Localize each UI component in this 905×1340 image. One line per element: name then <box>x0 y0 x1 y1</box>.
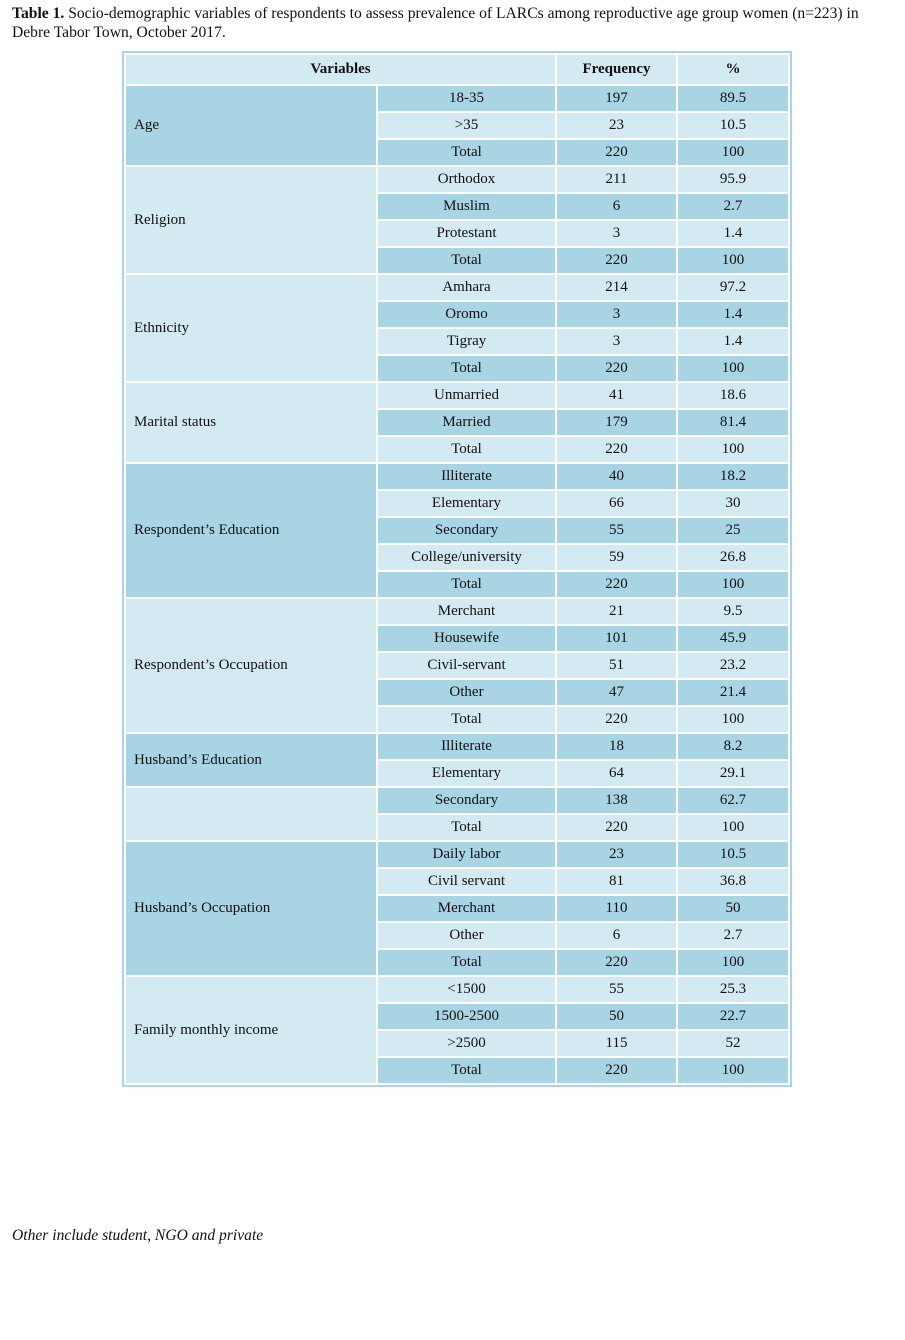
percent-cell: 52 <box>677 1030 789 1057</box>
frequency-cell: 110 <box>556 895 677 922</box>
variable-name-cell: Ethnicity <box>125 274 377 382</box>
frequency-cell: 50 <box>556 1003 677 1030</box>
percent-cell: 10.5 <box>677 841 789 868</box>
percent-cell: 1.4 <box>677 220 789 247</box>
frequency-cell: 81 <box>556 868 677 895</box>
frequency-cell: 220 <box>556 571 677 598</box>
socio-demographic-table <box>124 53 790 1085</box>
category-cell: Civil servant <box>377 868 556 895</box>
percent-cell: 2.7 <box>677 922 789 949</box>
percent-cell: 100 <box>677 706 789 733</box>
frequency-cell: 3 <box>556 220 677 247</box>
percent-cell: 45.9 <box>677 625 789 652</box>
category-cell: Total <box>377 706 556 733</box>
percent-cell: 18.2 <box>677 463 789 490</box>
percent-cell: 2.7 <box>677 193 789 220</box>
category-cell: Total <box>377 949 556 976</box>
percent-cell: 25.3 <box>677 976 789 1003</box>
percent-cell: 100 <box>677 814 789 841</box>
percent-cell: 1.4 <box>677 328 789 355</box>
frequency-cell: 220 <box>556 247 677 274</box>
frequency-cell: 64 <box>556 760 677 787</box>
category-cell: Total <box>377 571 556 598</box>
frequency-cell: 55 <box>556 976 677 1003</box>
category-cell: 1500-2500 <box>377 1003 556 1030</box>
frequency-cell: 214 <box>556 274 677 301</box>
frequency-cell: 21 <box>556 598 677 625</box>
frequency-cell: 51 <box>556 652 677 679</box>
frequency-cell: 3 <box>556 328 677 355</box>
frequency-cell: 6 <box>556 193 677 220</box>
variable-name-cell: Husband’s Education <box>125 733 377 787</box>
category-cell: Oromo <box>377 301 556 328</box>
frequency-cell: 41 <box>556 382 677 409</box>
percent-cell: 30 <box>677 490 789 517</box>
header-variables: Variables <box>125 54 556 85</box>
category-cell: Unmarried <box>377 382 556 409</box>
percent-cell: 18.6 <box>677 382 789 409</box>
header-frequency: Frequency <box>556 54 677 85</box>
table-row <box>125 85 789 112</box>
percent-cell: 8.2 <box>677 733 789 760</box>
category-cell: Orthodox <box>377 166 556 193</box>
category-cell: College/university <box>377 544 556 571</box>
category-cell: Illiterate <box>377 733 556 760</box>
percent-cell: 10.5 <box>677 112 789 139</box>
category-cell: Protestant <box>377 220 556 247</box>
percent-cell: 22.7 <box>677 1003 789 1030</box>
category-cell: >2500 <box>377 1030 556 1057</box>
frequency-cell: 220 <box>556 706 677 733</box>
percent-cell: 23.2 <box>677 652 789 679</box>
category-cell: Muslim <box>377 193 556 220</box>
percent-cell: 36.8 <box>677 868 789 895</box>
frequency-cell: 47 <box>556 679 677 706</box>
table-row <box>125 733 789 760</box>
variable-name-cell: Husband’s Occupation <box>125 841 377 976</box>
category-cell: Amhara <box>377 274 556 301</box>
table-label: Table 1. <box>12 5 65 22</box>
frequency-cell: 18 <box>556 733 677 760</box>
table-row <box>125 166 789 193</box>
percent-cell: 100 <box>677 139 789 166</box>
category-cell: Other <box>377 679 556 706</box>
category-cell: 18-35 <box>377 85 556 112</box>
percent-cell: 25 <box>677 517 789 544</box>
frequency-cell: 55 <box>556 517 677 544</box>
category-cell: Total <box>377 355 556 382</box>
frequency-cell: 23 <box>556 112 677 139</box>
percent-cell: 89.5 <box>677 85 789 112</box>
variable-name-cell: Respondent’s Occupation <box>125 598 377 733</box>
variable-name-cell: Marital status <box>125 382 377 463</box>
percent-cell: 100 <box>677 355 789 382</box>
variable-name-cell: Religion <box>125 166 377 274</box>
category-cell: Elementary <box>377 490 556 517</box>
frequency-cell: 66 <box>556 490 677 517</box>
frequency-cell: 211 <box>556 166 677 193</box>
category-cell: Daily labor <box>377 841 556 868</box>
category-cell: Secondary <box>377 787 556 814</box>
percent-cell: 62.7 <box>677 787 789 814</box>
percent-cell: 100 <box>677 949 789 976</box>
category-cell: Married <box>377 409 556 436</box>
header-percent: % <box>677 54 789 85</box>
footnote: Other include student, NGO and private <box>12 1227 264 1244</box>
category-cell: Elementary <box>377 760 556 787</box>
category-cell: Tigray <box>377 328 556 355</box>
category-cell: Illiterate <box>377 463 556 490</box>
category-cell: Total <box>377 1057 556 1084</box>
table-body <box>125 85 789 1084</box>
frequency-cell: 3 <box>556 301 677 328</box>
category-cell: Civil-servant <box>377 652 556 679</box>
category-cell: Total <box>377 814 556 841</box>
frequency-cell: 40 <box>556 463 677 490</box>
category-cell: Total <box>377 436 556 463</box>
category-cell: Secondary <box>377 517 556 544</box>
frequency-cell: 220 <box>556 436 677 463</box>
frequency-cell: 179 <box>556 409 677 436</box>
percent-cell: 100 <box>677 247 789 274</box>
frequency-cell: 59 <box>556 544 677 571</box>
table-row <box>125 841 789 868</box>
frequency-cell: 220 <box>556 949 677 976</box>
variable-name-cell: Age <box>125 85 377 166</box>
frequency-cell: 101 <box>556 625 677 652</box>
table-row <box>125 787 789 814</box>
table-caption <box>12 4 900 42</box>
frequency-cell: 220 <box>556 1057 677 1084</box>
category-cell: Housewife <box>377 625 556 652</box>
percent-cell: 100 <box>677 1057 789 1084</box>
frequency-cell: 23 <box>556 841 677 868</box>
category-cell: Merchant <box>377 598 556 625</box>
percent-cell: 100 <box>677 436 789 463</box>
percent-cell: 29.1 <box>677 760 789 787</box>
percent-cell: 100 <box>677 571 789 598</box>
table-row <box>125 463 789 490</box>
category-cell: >35 <box>377 112 556 139</box>
variable-name-cell <box>125 787 377 841</box>
percent-cell: 81.4 <box>677 409 789 436</box>
frequency-cell: 220 <box>556 139 677 166</box>
frequency-cell: 6 <box>556 922 677 949</box>
category-cell: Merchant <box>377 895 556 922</box>
table-row <box>125 598 789 625</box>
category-cell: Other <box>377 922 556 949</box>
category-cell: <1500 <box>377 976 556 1003</box>
percent-cell: 95.9 <box>677 166 789 193</box>
header-row <box>125 54 789 85</box>
percent-cell: 1.4 <box>677 301 789 328</box>
frequency-cell: 220 <box>556 355 677 382</box>
variable-name-cell: Respondent’s Education <box>125 463 377 598</box>
percent-cell: 97.2 <box>677 274 789 301</box>
frequency-cell: 138 <box>556 787 677 814</box>
table-row <box>125 382 789 409</box>
category-cell: Total <box>377 139 556 166</box>
percent-cell: 21.4 <box>677 679 789 706</box>
frequency-cell: 197 <box>556 85 677 112</box>
variable-name-cell: Family monthly income <box>125 976 377 1084</box>
percent-cell: 26.8 <box>677 544 789 571</box>
table-row <box>125 976 789 1003</box>
caption-text: Socio-demographic variables of respondents to assess prevalence of LARCs among reproductive age group women (n=223) in Debre Tabor Town, October 2017. <box>12 5 859 41</box>
percent-cell: 9.5 <box>677 598 789 625</box>
frequency-cell: 220 <box>556 814 677 841</box>
category-cell: Total <box>377 247 556 274</box>
frequency-cell: 115 <box>556 1030 677 1057</box>
percent-cell: 50 <box>677 895 789 922</box>
table-row <box>125 274 789 301</box>
